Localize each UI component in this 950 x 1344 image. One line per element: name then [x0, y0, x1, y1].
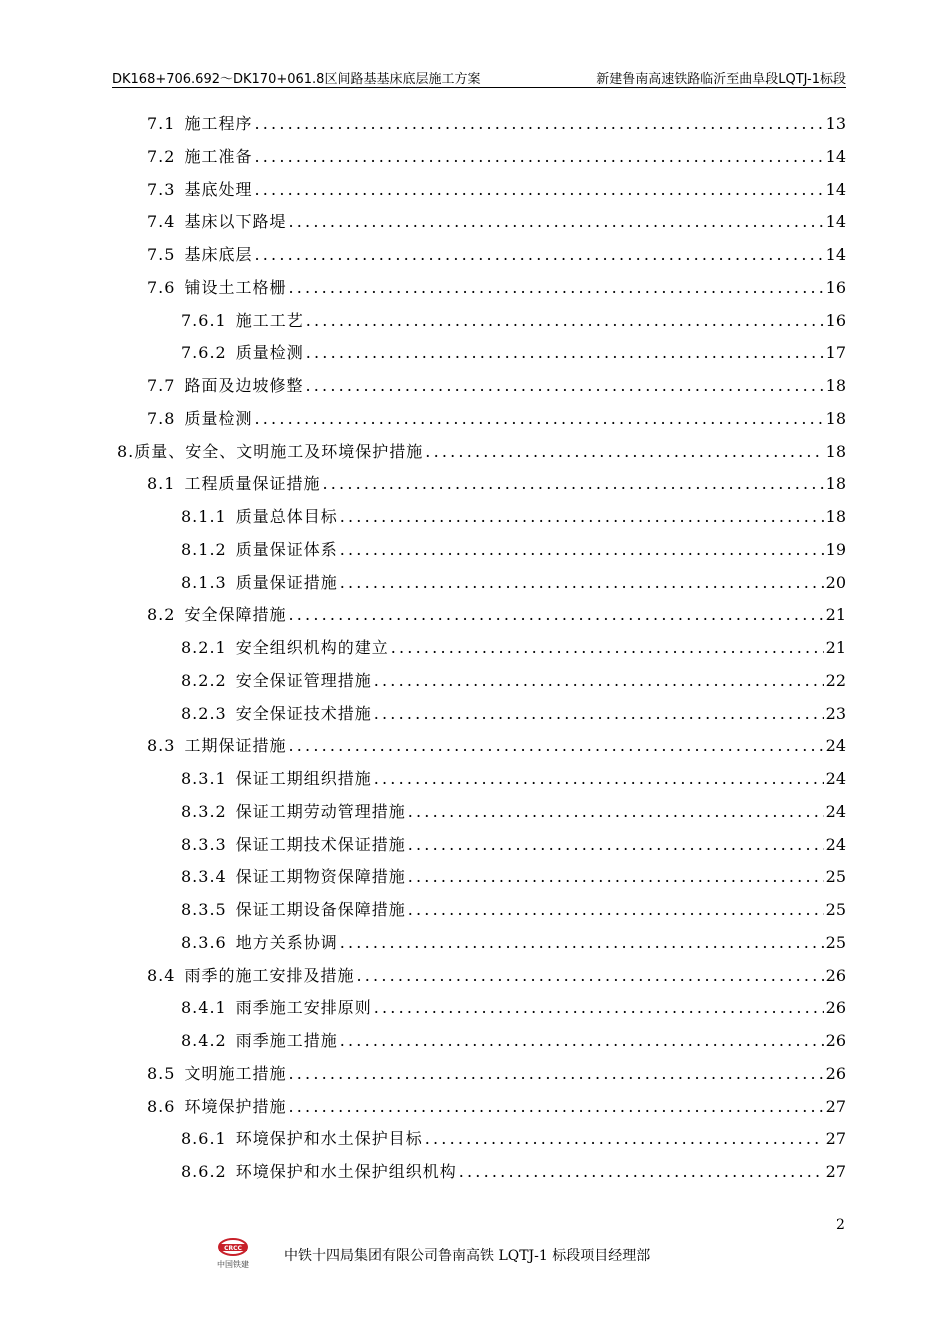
toc-entry-number: 7.6.2 [181, 343, 227, 363]
toc-entry-number: 8.4.2 [181, 1031, 227, 1050]
toc-entry-number: 7.7 [147, 376, 176, 395]
toc-entry-number: 8.3.2 [181, 801, 227, 821]
toc-entry-title: 雨季施工安排原则 [235, 998, 372, 1018]
toc-entry[interactable] [181, 1126, 846, 1154]
toc-entry-number: 8. [117, 441, 135, 461]
toc-entry-page: 14 [825, 179, 846, 199]
toc-dot-leader [254, 114, 823, 133]
toc-entry-title: 基床底层 [184, 245, 253, 264]
toc-entry-page: 18 [825, 376, 846, 395]
toc-dot-leader [340, 1031, 824, 1050]
toc-dot-leader [425, 442, 823, 461]
toc-entry-number: 7.8 [147, 408, 176, 428]
toc-entry-title: 基床以下路堤 [184, 212, 287, 232]
header-document-title: DK168+706.692～DK170+061.8区间路基基床底层施工方案 [112, 72, 481, 87]
toc-entry[interactable] [147, 177, 846, 205]
toc-entry-number: 8.4 [147, 965, 176, 985]
toc-entry[interactable] [147, 144, 846, 172]
toc-entry-title: 文明施工措施 [184, 1063, 287, 1083]
toc-entry-title: 安全保证技术措施 [235, 703, 372, 723]
toc-entry-title: 雨季施工措施 [235, 1031, 338, 1050]
toc-entry-title: 保证工期设备保障措施 [235, 900, 406, 919]
toc-dot-leader [305, 376, 823, 395]
toc-entry-page: 24 [825, 834, 846, 854]
toc-dot-leader [340, 507, 824, 526]
toc-dot-leader [425, 1129, 824, 1148]
toc-entry[interactable] [147, 471, 846, 499]
toc-entry[interactable] [181, 537, 846, 565]
toc-entry-number: 8.6 [147, 1096, 176, 1116]
toc-entry-number: 8.3.1 [181, 769, 227, 788]
toc-entry-title: 质量保证措施 [235, 572, 338, 592]
toc-entry-page: 27 [825, 1129, 846, 1149]
toc-entry-page: 24 [825, 769, 846, 788]
toc-entry[interactable] [181, 766, 846, 794]
toc-entry[interactable] [147, 373, 846, 401]
toc-dot-leader [408, 900, 824, 919]
toc-entry-number: 8.5 [147, 1063, 176, 1083]
toc-dot-leader [391, 638, 824, 657]
logo-caption: 中国铁建 [217, 1260, 249, 1269]
toc-entry-page: 14 [825, 146, 846, 166]
toc-entry-page: 25 [825, 900, 846, 919]
toc-dot-leader [288, 278, 823, 297]
toc-dot-leader [254, 147, 823, 166]
toc-entry-page: 14 [825, 245, 846, 264]
toc-entry-page: 19 [825, 539, 846, 559]
toc-entry-title: 路面及边坡修整 [184, 376, 304, 395]
toc-dot-leader [288, 736, 823, 755]
toc-entry-number: 8.6.1 [181, 1129, 227, 1149]
toc-entry[interactable] [147, 963, 846, 991]
toc-dot-leader [374, 769, 824, 788]
toc-entry-page: 18 [825, 507, 846, 526]
toc-entry[interactable] [147, 275, 846, 303]
toc-entry-page: 16 [825, 277, 846, 297]
toc-entry-page: 24 [825, 801, 846, 821]
footer-company-name: 中铁十四局集团有限公司鲁南高铁 LQTJ-1 标段项目经理部 [284, 1248, 651, 1264]
toc-entry-title: 施工程序 [184, 114, 253, 133]
toc-dot-leader [340, 540, 824, 559]
toc-entry-page: 20 [825, 572, 846, 592]
toc-entry-number: 7.1 [147, 114, 176, 133]
toc-entry-title: 质量总体目标 [235, 507, 338, 526]
toc-entry-page: 16 [825, 310, 846, 330]
toc-entry-page: 25 [825, 932, 846, 952]
toc-entry-title: 安全组织机构的建立 [235, 638, 389, 657]
toc-dot-leader [356, 966, 823, 985]
toc-entry-title: 质量保证体系 [235, 539, 338, 559]
toc-entry-number: 7.3 [147, 179, 176, 199]
toc-entry-page: 26 [825, 965, 846, 985]
toc-entry-title: 保证工期物资保障措施 [235, 867, 406, 887]
toc-dot-leader [340, 933, 824, 952]
toc-entry-title: 环境保护和水土保护组织机构 [235, 1162, 457, 1181]
toc-entry-number: 8.1.1 [181, 507, 227, 526]
toc-dot-leader [306, 343, 824, 362]
toc-entry-title: 基底处理 [184, 179, 253, 199]
toc-entry[interactable] [181, 701, 846, 729]
toc-entry-number: 8.6.2 [181, 1162, 227, 1181]
toc-entry-page: 17 [825, 343, 846, 363]
toc-entry-title: 施工工艺 [235, 310, 304, 330]
toc-entry[interactable] [181, 864, 846, 892]
toc-dot-leader [254, 245, 823, 264]
toc-entry-page: 18 [825, 408, 846, 428]
toc-entry-title: 保证工期技术保证措施 [235, 834, 406, 854]
toc-entry-number: 7.6 [147, 277, 176, 297]
toc-dot-leader [459, 1162, 824, 1181]
toc-entry-title: 工程质量保证措施 [184, 474, 321, 494]
toc-entry-title: 质量检测 [235, 343, 304, 363]
toc-entry-title: 环境保护措施 [184, 1096, 287, 1116]
toc-entry-page: 24 [825, 736, 846, 756]
toc-entry-number: 8.3.6 [181, 932, 227, 952]
toc-entry-title: 环境保护和水土保护目标 [235, 1129, 423, 1149]
toc-entry-title: 保证工期劳动管理措施 [235, 801, 406, 821]
toc-entry[interactable] [147, 406, 846, 434]
toc-entry-page: 22 [825, 670, 846, 690]
toc-dot-leader [254, 180, 823, 199]
toc-entry[interactable] [181, 832, 846, 860]
toc-entry-number: 8.2 [147, 605, 176, 625]
toc-dot-leader [374, 998, 824, 1017]
toc-entry-page: 26 [825, 1031, 846, 1050]
toc-entry-page: 27 [825, 1096, 846, 1116]
toc-entry-page: 26 [825, 1063, 846, 1083]
toc-entry-number: 7.5 [147, 245, 176, 264]
toc-entry[interactable] [117, 439, 846, 467]
header-project-name: 新建鲁南高速铁路临沂至曲阜段LQTJ-1标段 [596, 72, 846, 87]
toc-entry[interactable] [181, 504, 846, 532]
toc-entry-page: 18 [825, 474, 846, 494]
toc-entry-number: 8.3 [147, 736, 176, 756]
toc-dot-leader [254, 409, 823, 428]
toc-entry-title: 铺设土工格栅 [184, 277, 287, 297]
toc-dot-leader [408, 867, 824, 886]
toc-entry-number: 8.3.5 [181, 900, 227, 919]
toc-entry[interactable] [181, 897, 846, 925]
toc-entry[interactable] [181, 1159, 846, 1187]
toc-entry-page: 18 [825, 441, 846, 461]
toc-entry-page: 14 [825, 212, 846, 232]
toc-entry-number: 8.3.3 [181, 834, 227, 854]
toc-entry-page: 21 [825, 605, 846, 625]
toc-dot-leader [340, 573, 824, 592]
page-number: 2 [836, 1217, 845, 1233]
toc-dot-leader [374, 671, 824, 690]
toc-entry-page: 21 [825, 638, 846, 657]
toc-dot-leader [288, 212, 823, 231]
toc-entry[interactable] [147, 1061, 846, 1089]
toc-entry-number: 8.3.4 [181, 867, 227, 887]
toc-entry-title: 施工准备 [184, 146, 253, 166]
toc-entry[interactable] [181, 308, 846, 336]
toc-entry-title: 地方关系协调 [235, 932, 338, 952]
toc-entry-title: 安全保障措施 [184, 605, 287, 625]
toc-dot-leader [306, 311, 824, 330]
toc-entry[interactable] [181, 930, 846, 958]
toc-entry-title: 安全保证管理措施 [235, 670, 372, 690]
toc-entry-title: 质量、安全、文明施工及环境保护措施 [134, 441, 424, 461]
toc-entry-page: 26 [825, 998, 846, 1018]
page-footer [0, 1236, 950, 1276]
toc-entry[interactable] [181, 635, 846, 663]
toc-entry-page: 27 [825, 1162, 846, 1181]
toc-dot-leader [408, 802, 824, 821]
crcc-logo-icon [209, 1236, 257, 1274]
toc-entry[interactable] [181, 340, 846, 368]
toc-entry[interactable] [147, 209, 846, 237]
toc-entry-page: 25 [825, 867, 846, 887]
toc-entry[interactable] [147, 111, 846, 139]
toc-entry[interactable] [147, 1094, 846, 1122]
toc-entry[interactable] [147, 242, 846, 270]
toc-entry-number: 7.2 [147, 146, 176, 166]
toc-entry-title: 雨季的施工安排及措施 [184, 965, 355, 985]
toc-entry-page: 23 [825, 703, 846, 723]
toc-entry-number: 8.1 [147, 474, 176, 494]
toc-entry-number: 7.6.1 [181, 310, 227, 330]
toc-entry-number: 8.2.1 [181, 638, 227, 657]
toc-entry[interactable] [181, 799, 846, 827]
toc-entry[interactable] [147, 602, 846, 630]
logo-text: CRCC [224, 1245, 242, 1252]
toc-entry-number: 7.4 [147, 212, 176, 232]
toc-entry-number: 8.1.2 [181, 539, 227, 559]
toc-dot-leader [288, 1064, 823, 1083]
page-header [112, 67, 846, 88]
toc-entry[interactable] [181, 995, 846, 1023]
toc-entry[interactable] [181, 570, 846, 598]
toc-entry[interactable] [181, 668, 846, 696]
toc-dot-leader [408, 835, 824, 854]
toc-entry-number: 8.1.3 [181, 572, 227, 592]
toc-dot-leader [374, 704, 824, 723]
toc-dot-leader [288, 605, 823, 624]
toc-entry[interactable] [181, 1028, 846, 1056]
toc-entry-number: 8.4.1 [181, 998, 227, 1018]
toc-dot-leader [322, 474, 823, 493]
toc-entry-number: 8.2.3 [181, 703, 227, 723]
toc-entry-page: 13 [825, 114, 846, 133]
toc-entry[interactable] [147, 733, 846, 761]
toc-entry-title: 质量检测 [184, 408, 253, 428]
toc-entry-number: 8.2.2 [181, 670, 227, 690]
toc-entry-title: 工期保证措施 [184, 736, 287, 756]
toc-dot-leader [288, 1097, 823, 1116]
toc-entry-title: 保证工期组织措施 [235, 769, 372, 788]
